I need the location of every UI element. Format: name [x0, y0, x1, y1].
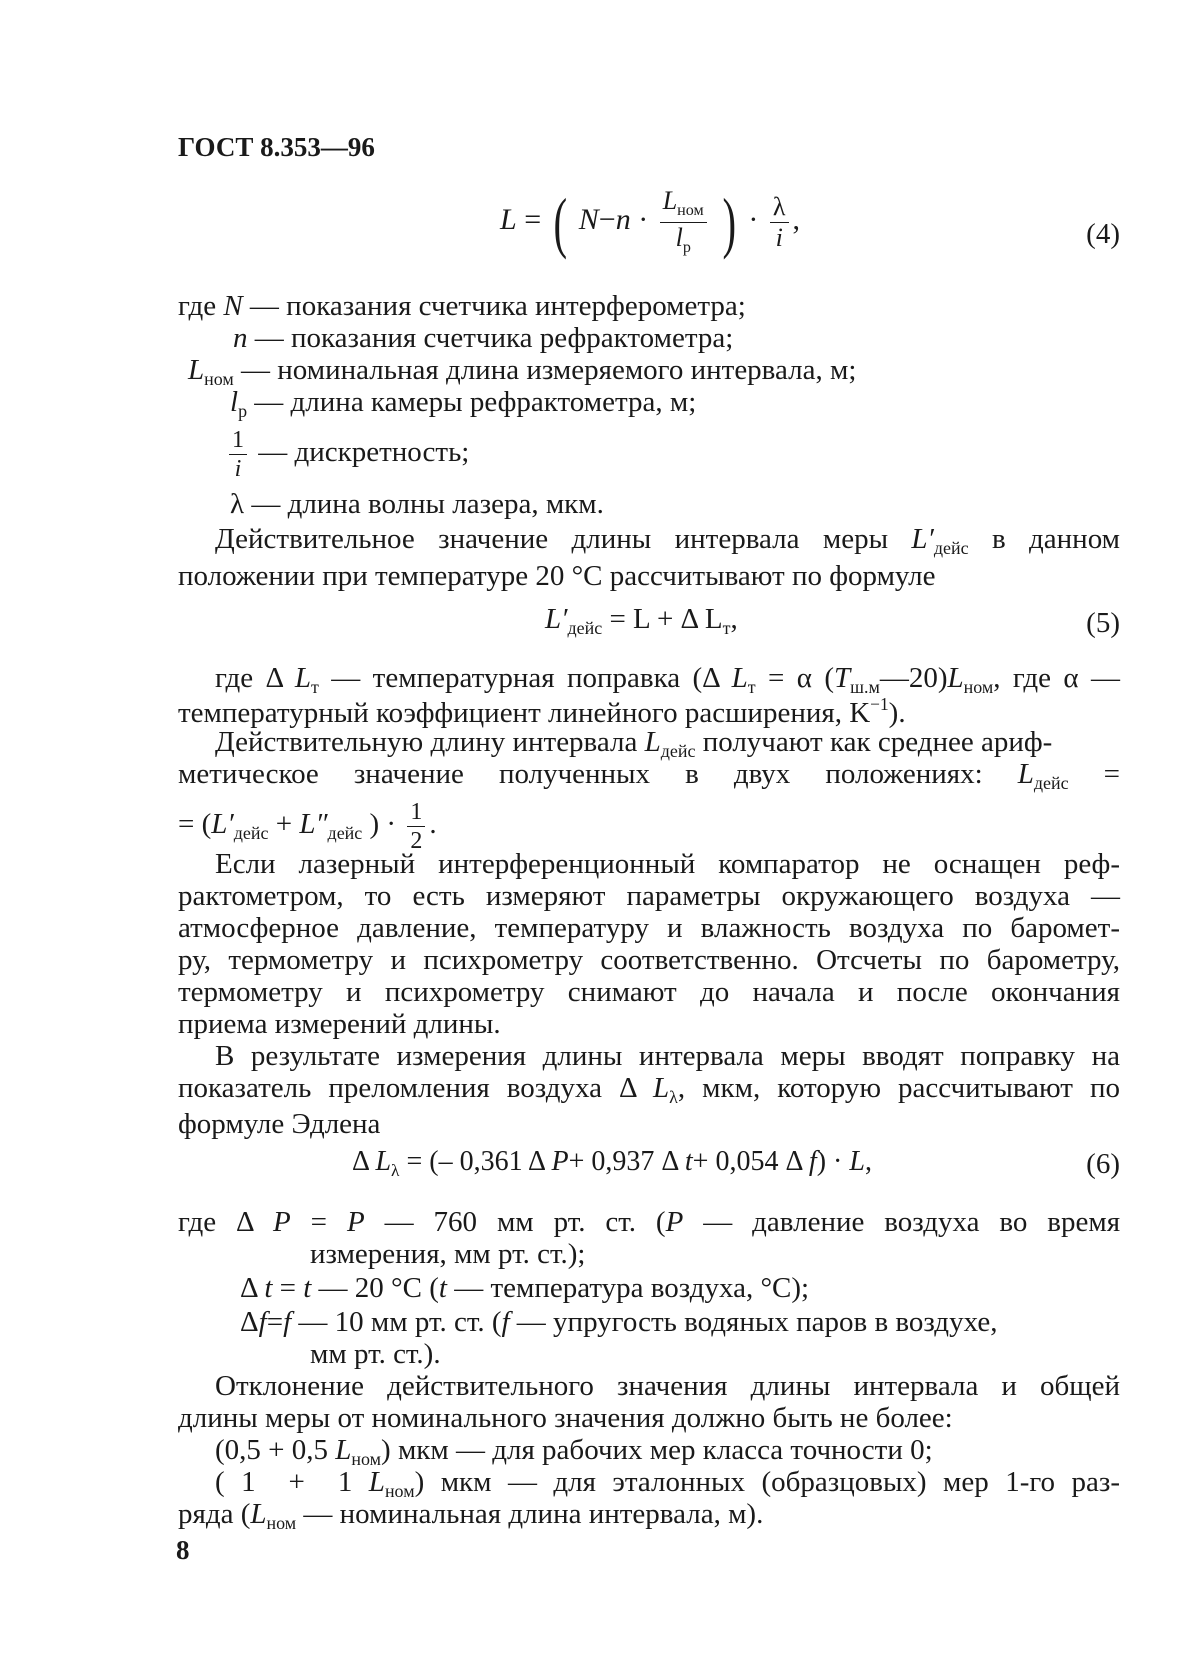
- p1-sym: L′: [911, 523, 934, 555]
- eq4-lambda-fraction: [770, 191, 789, 252]
- eq4-L-nom: L: [662, 186, 678, 216]
- eq6-t: t: [684, 1146, 693, 1177]
- where4-sym-L: L: [188, 354, 205, 386]
- eq5-comma: ,: [730, 603, 738, 635]
- where6-f-3: f: [501, 1306, 510, 1338]
- p4-line-1: Если лазерный интерференционный компаратор не оснащен реф-: [215, 848, 1120, 880]
- where6-text-b: — 760 мм рт. ст. (: [384, 1206, 666, 1238]
- p5-line-2: [178, 1074, 1120, 1106]
- p5-text-a: показатель преломления воздуха Δ: [178, 1072, 637, 1104]
- where6-line-1: [178, 1208, 1120, 1237]
- eq6-comma: ,: [864, 1146, 872, 1177]
- where6-line-2: измерения, мм рт. ст.);: [310, 1238, 586, 1270]
- where6-t-3: t: [438, 1272, 447, 1304]
- p3-line-1: [215, 728, 1052, 760]
- p1-text-b: в данном: [991, 523, 1120, 555]
- p6-sym-3: L: [250, 1498, 267, 1530]
- where4-text-4: — длина камеры рефрактометра, м;: [254, 386, 697, 418]
- p2-line-1: [215, 664, 1120, 696]
- eq5-lhs: L′: [545, 603, 568, 635]
- where4-frac-num: 1: [229, 428, 247, 455]
- where4-frac-den: i: [234, 456, 242, 482]
- p4-line-5: термометру и психрометру снимают до начала и после окончания: [178, 976, 1120, 1008]
- p6-text-d: ) мкм — для эталонных (образцовых) мер 1-го раз-: [414, 1466, 1121, 1498]
- eq4-dot: ·: [638, 202, 649, 236]
- eq4-lhs: L: [500, 202, 517, 236]
- p2-text-d: —20): [879, 662, 948, 694]
- eq4-open-paren: (: [553, 184, 567, 260]
- p1-line-1: [215, 525, 1120, 557]
- where4-fraction: [229, 428, 247, 481]
- where6-line-5: мм рт. ст.).: [310, 1338, 441, 1370]
- p3-sym-3: L′: [211, 808, 234, 841]
- p4-line-6: приема измерений длины.: [178, 1008, 501, 1040]
- eq4-N: N: [578, 202, 599, 236]
- eq4-minus: −: [598, 202, 616, 236]
- eq4-fraction: [660, 188, 707, 255]
- where4-line-6: [230, 490, 604, 519]
- where6-text-e: — температура воздуха, °С);: [454, 1272, 810, 1304]
- where6-delta-t: Δ: [240, 1272, 258, 1304]
- eq4-lambda: λ: [770, 194, 789, 223]
- where4-line-3: [188, 356, 856, 388]
- p3-sub-2: дейс: [1033, 773, 1069, 793]
- p3-frac-num: 1: [407, 800, 425, 827]
- eq6-sub: λ: [391, 1161, 400, 1180]
- where6-text-g: — упругость водяных паров в воздухе,: [516, 1306, 998, 1338]
- eq6-L-2: L: [849, 1146, 865, 1177]
- p2-sym-4: L: [947, 662, 964, 694]
- p1-text-a: Действительное значение длины интервала меры: [215, 523, 889, 555]
- eq4-equals: =: [524, 202, 542, 236]
- eq4-dot-2: ·: [748, 202, 759, 236]
- page-number: 8: [176, 1535, 190, 1565]
- where4-text-2: — показания счетчика рефрактометра;: [254, 322, 734, 354]
- where4-text-1: — показания счетчика интерферометра;: [249, 290, 746, 322]
- where4-text-3: — номинальная длина измеряемого интервала, м;: [241, 354, 857, 386]
- where6-line-4: [240, 1308, 997, 1337]
- where6-f-1: f: [258, 1306, 267, 1338]
- p2-line-2: [178, 696, 906, 728]
- p2-sub-1: т: [311, 677, 319, 697]
- p3-line-3: [178, 800, 437, 853]
- p2-text-e: , где α —: [993, 662, 1120, 694]
- where4-where: где: [178, 290, 217, 322]
- where6-eq-1: =: [310, 1206, 328, 1238]
- p3-frac-den: 2: [410, 828, 423, 854]
- p4-line-4: ру, термометру и психрометру соответственно. Отсчеты по барометру,: [178, 944, 1120, 976]
- p2-sym-1: L: [294, 662, 312, 694]
- p6-sym-2: L: [368, 1466, 385, 1498]
- p6-text-a: (0,5 + 0,5: [215, 1434, 329, 1466]
- p6-line-5: [178, 1500, 763, 1532]
- p1-line-2: положении при температуре 20 °С рассчитывают по формуле: [178, 560, 936, 592]
- p3-sym-4: L″: [299, 808, 328, 841]
- where6-P-1: P: [273, 1206, 291, 1238]
- p6-line-2: длины меры от номинального значения должно быть не более:: [178, 1402, 953, 1434]
- eq6-P: P: [551, 1146, 569, 1177]
- p6-text-e: ряда (: [178, 1498, 251, 1530]
- p2-sup: −1: [870, 694, 889, 714]
- p4-line-2: рактометром, то есть измеряют параметры окружающего воздуха —: [178, 880, 1120, 912]
- p3-sub-3: дейс: [233, 823, 269, 844]
- document-header: ГОСТ 8.353—96: [178, 132, 375, 162]
- equation-4: [500, 184, 801, 260]
- eq4-i: i: [775, 222, 783, 252]
- p3-sym-1: L: [644, 726, 661, 758]
- where6-eq-2: =: [279, 1272, 296, 1304]
- p2-text-g: ).: [888, 697, 906, 729]
- p2-text-b: — температурная поправка (Δ: [331, 662, 720, 694]
- where6-t-1: t: [264, 1272, 273, 1304]
- where4-text-6: — длина волны лазера, мкм.: [251, 488, 604, 520]
- p6-line-1: Отклонение действительного значения длины интервала и общей: [215, 1370, 1120, 1402]
- where4-sub-p: р: [238, 401, 248, 421]
- eq4-close-paren: ): [722, 184, 737, 260]
- p3-text-f: ) ·: [369, 808, 397, 841]
- p6-sub-1: ном: [351, 1449, 382, 1469]
- where4-line-1: [178, 292, 746, 321]
- p3-plus: +: [275, 808, 293, 841]
- p3-text-e: = (: [178, 808, 212, 841]
- p5-sym: L: [653, 1072, 670, 1104]
- eq6-text-b: = (– 0,361 Δ: [406, 1146, 545, 1177]
- where4-line-4: [230, 388, 696, 420]
- p1-sub: дейс: [933, 538, 969, 558]
- eq4-l-p: l: [675, 222, 683, 252]
- equation-6-number: (6): [1086, 1148, 1120, 1180]
- where4-sym-N: N: [223, 290, 243, 322]
- p3-sub-1: дейс: [660, 741, 696, 761]
- eq5-lhs-sub: дейс: [567, 618, 603, 638]
- where6-line-3: [240, 1274, 809, 1303]
- p6-sym-1: L: [335, 1434, 352, 1466]
- p3-text-g: .: [429, 808, 437, 841]
- where6-eq-3: =: [266, 1306, 284, 1338]
- eq4-p-sub: р: [682, 238, 691, 256]
- p4-line-3: атмосферное давление, температуру и влажность воздуха по баромет-: [178, 912, 1120, 944]
- eq6-text-c: + 0,937 Δ: [568, 1146, 678, 1177]
- p5-line-3: формуле Эдлена: [178, 1108, 381, 1140]
- where4-line-2: [233, 324, 733, 353]
- p2-text-a: где Δ: [215, 662, 283, 694]
- equation-4-number: (4): [1086, 218, 1120, 250]
- equation-6: [352, 1148, 872, 1179]
- eq6-f: f: [808, 1146, 817, 1177]
- eq6-L: L: [375, 1146, 392, 1177]
- p2-sub-2: т: [747, 677, 756, 697]
- p5-line-1: В результате измерения длины интервала меры вводят поправку на: [215, 1040, 1120, 1072]
- eq6-text-d: + 0,054 Δ: [692, 1146, 802, 1177]
- where6-P-3: P: [665, 1206, 684, 1238]
- p2-sym-2: L: [731, 662, 748, 694]
- p6-text-c: ( 1 + 1: [215, 1466, 353, 1498]
- where4-text-5: — дискретность;: [258, 436, 470, 469]
- where6-text-a: где Δ: [178, 1206, 254, 1238]
- p5-sub: λ: [669, 1087, 678, 1107]
- where6-text-d: — 20 °С (: [318, 1272, 439, 1304]
- eq5-rhs-sub: т: [722, 618, 731, 638]
- p2-text-f: температурный коэффициент линейного расширения, K: [178, 697, 871, 729]
- eq5-rhs: = L + Δ L: [609, 603, 723, 635]
- p3-text-d: =: [1103, 758, 1120, 790]
- p3-text-c: метическое значение полученных в двух положениях:: [178, 758, 983, 790]
- p3-text-a: Действительную длину интервала: [215, 726, 638, 758]
- p3-line-2: [178, 760, 1120, 792]
- where4-sym-n: n: [233, 322, 248, 354]
- where6-f-2: f: [283, 1306, 292, 1338]
- p6-sub-3: ном: [266, 1513, 297, 1533]
- where6-delta-f: Δ: [240, 1306, 259, 1338]
- eq6-text-e: ) ·: [816, 1146, 843, 1177]
- p3-fraction: [407, 800, 425, 853]
- equation-5: [545, 605, 738, 637]
- p2-text-c: = α (: [768, 662, 834, 694]
- where4-line-5: [225, 428, 469, 481]
- p2-sub-4: ном: [963, 677, 994, 697]
- where6-text-f: — 10 мм рт. ст. (: [298, 1306, 502, 1338]
- p6-line-4: [215, 1468, 1120, 1500]
- p6-text-b: ) мкм — для рабочих мер класса точности 0;: [381, 1434, 933, 1466]
- where6-P-2: P: [346, 1206, 365, 1238]
- p2-sym-3: T: [834, 662, 851, 694]
- where4-sym-lambda: λ: [230, 488, 245, 520]
- equation-5-number: (5): [1086, 607, 1120, 639]
- p5-text-b: , мкм, которую рассчитывают по: [677, 1072, 1120, 1104]
- p3-sub-4: дейс: [327, 823, 363, 844]
- where4-sym-l: l: [230, 386, 239, 418]
- p3-sym-2: L: [1017, 758, 1034, 790]
- p6-text-f: — номинальная длина интервала, м).: [303, 1498, 764, 1530]
- eq4-n: n: [615, 202, 631, 236]
- p2-sub-3: ш.м: [850, 677, 880, 697]
- eq4-nom-sub: ном: [677, 202, 704, 220]
- eq4-comma: ,: [792, 202, 801, 236]
- p3-text-b: получают как среднее ариф-: [702, 726, 1053, 758]
- where6-t-2: t: [303, 1272, 312, 1304]
- eq6-delta: Δ: [352, 1146, 369, 1177]
- where4-sub-nom: ном: [204, 369, 234, 389]
- p6-sub-2: ном: [384, 1481, 415, 1501]
- p6-line-3: [215, 1436, 933, 1468]
- where6-text-c: — давление воздуха во время: [703, 1206, 1121, 1238]
